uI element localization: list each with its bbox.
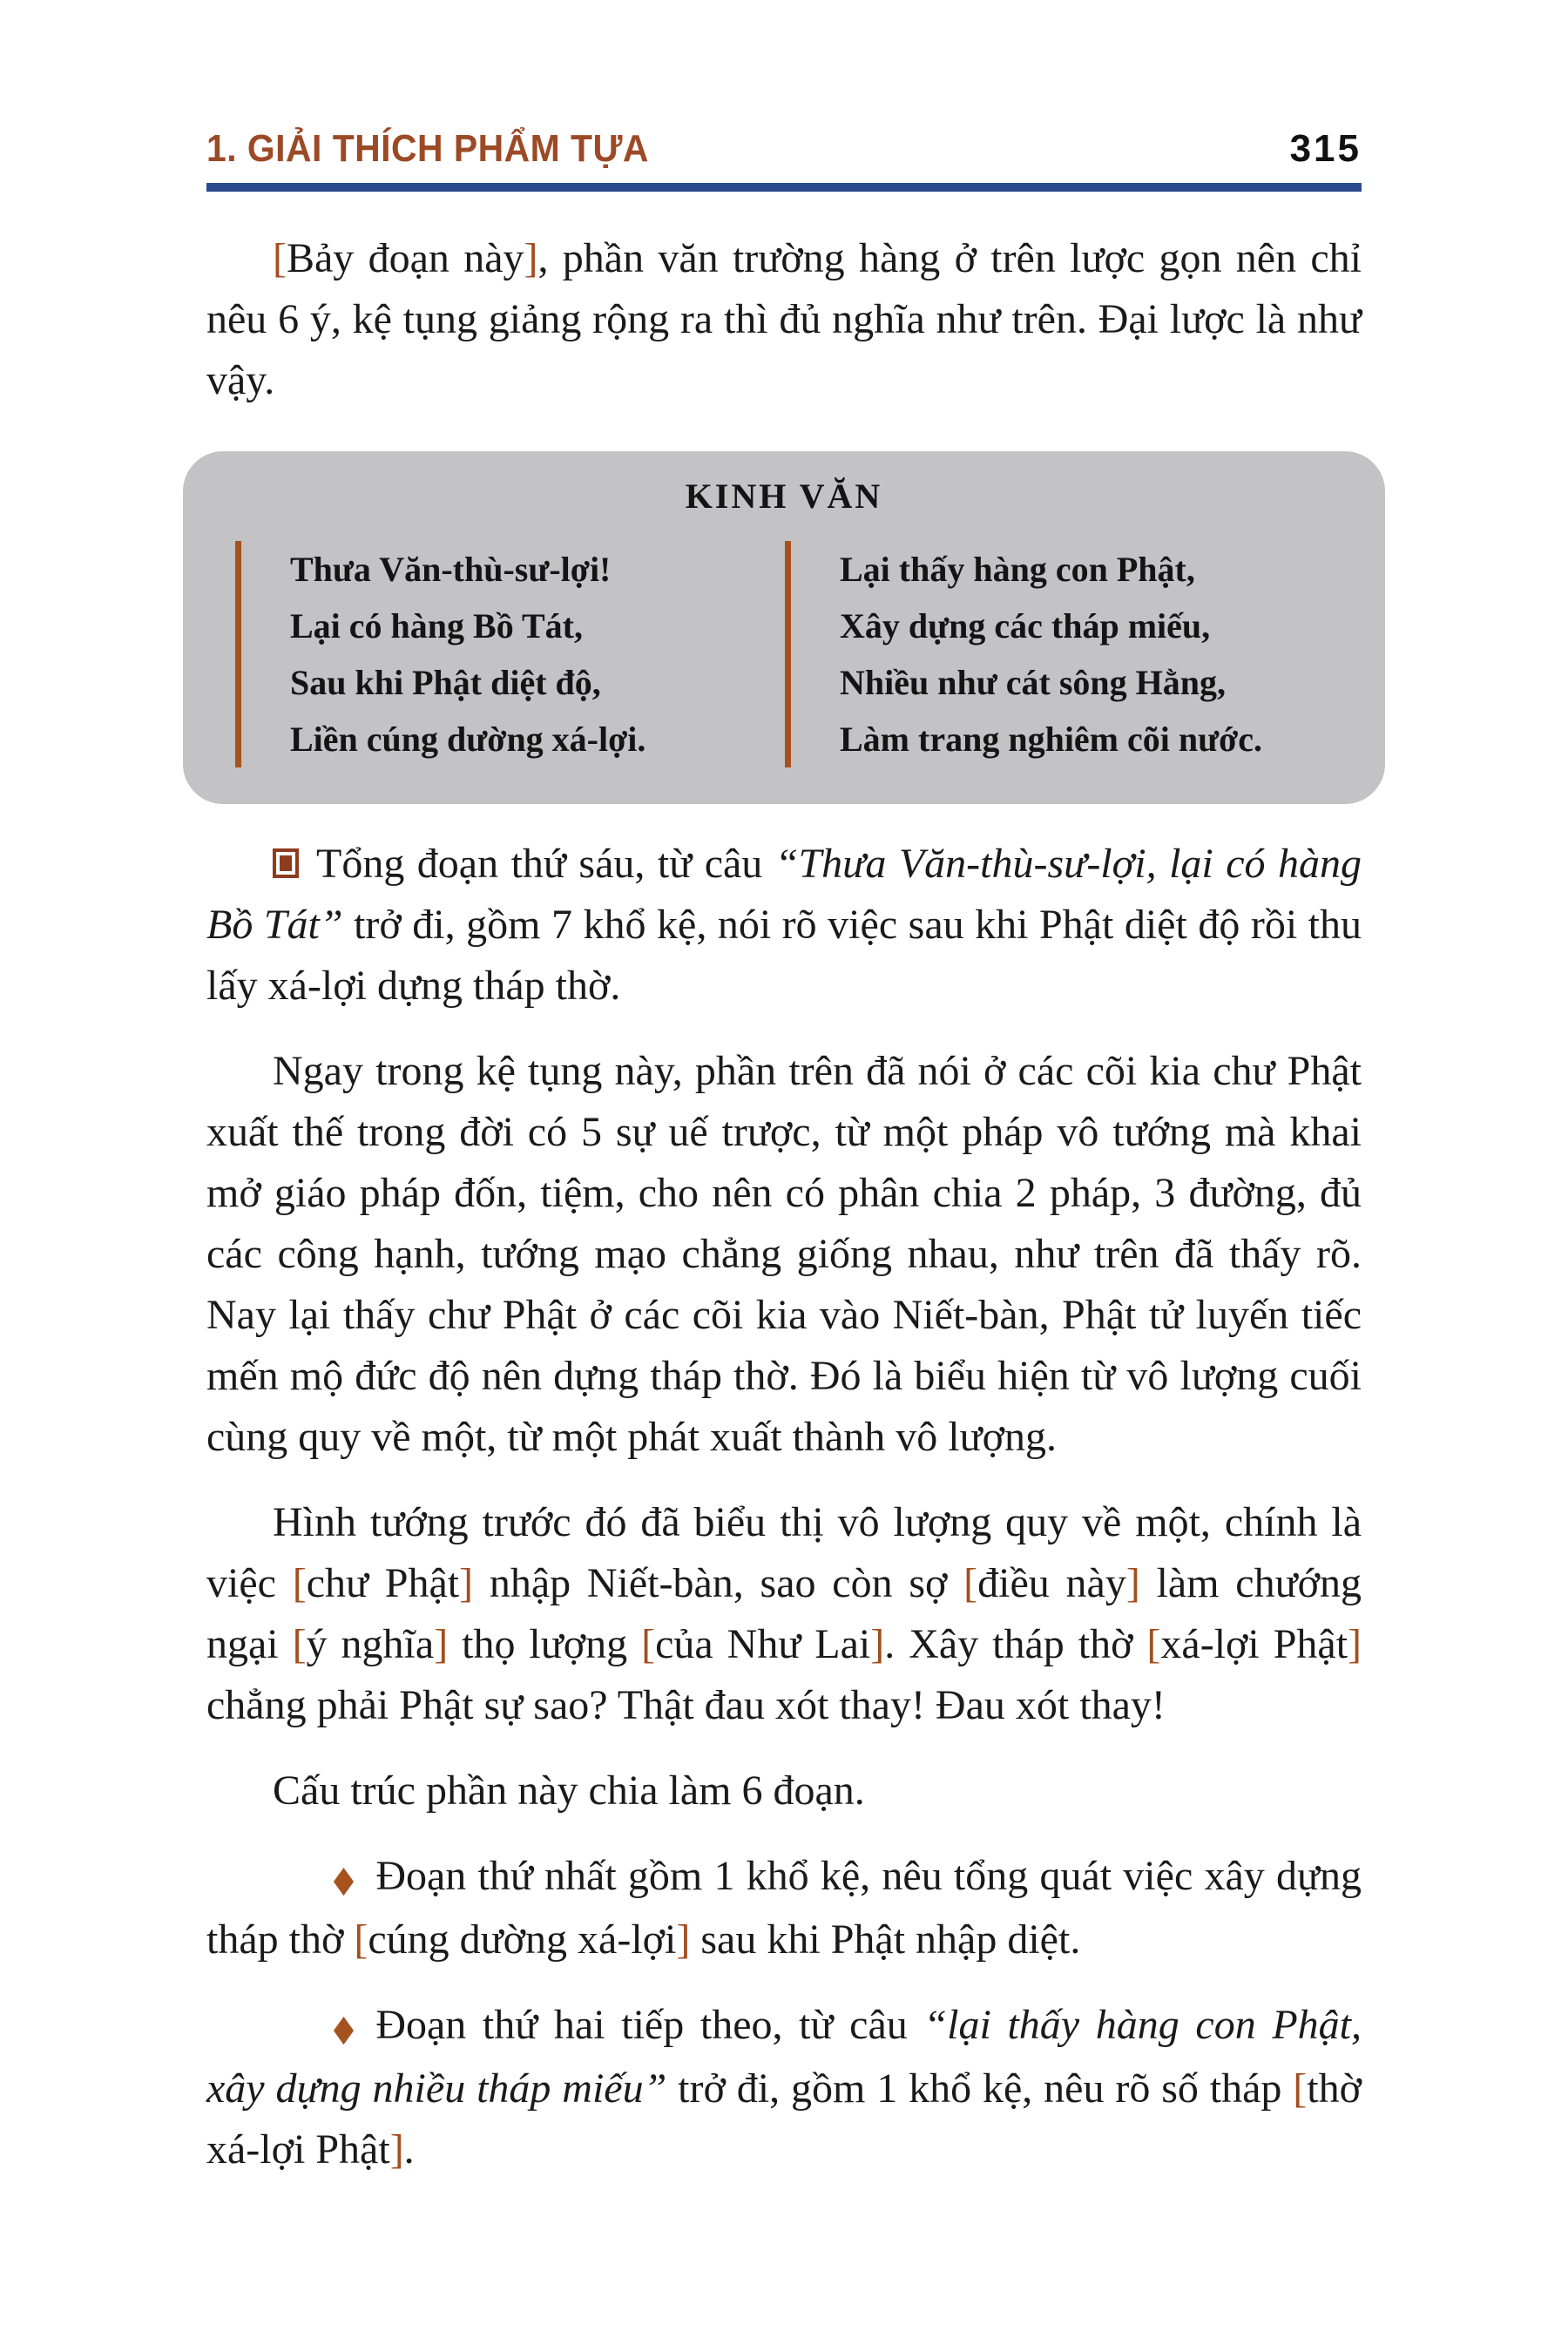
verse-line: Lại có hàng Bồ Tát, <box>290 606 583 645</box>
verse-line: Làm trang nghiêm cõi nước. <box>840 720 1263 759</box>
text-segment: [ <box>292 1621 307 1667</box>
verse-line: Liền cúng dường xá-lợi. <box>290 720 646 759</box>
verse-line: Nhiều như cát sông Hằng, <box>840 663 1226 702</box>
square-bullet-fill <box>280 855 292 871</box>
text-segment: “Thưa Văn-thù-sư-lợi, lại có hàng Bồ Tát” <box>206 841 1362 948</box>
text-segment: cúng dường xá-lợi <box>368 1916 677 1963</box>
page-number: 315 <box>1289 127 1362 170</box>
verse-row <box>183 541 1385 767</box>
text-segment: Tổng đoạn thứ sáu, từ câu <box>316 841 775 887</box>
text-segment: Đoạn thứ nhất gồm 1 khổ kệ, nêu tổng quát việc xây dựng tháp thờ <box>206 1853 1362 1963</box>
text-segment: . <box>403 2126 415 2173</box>
text-segment: Bảy đoạn này <box>286 235 524 281</box>
text-segment: làm chướng ngại <box>206 1560 1362 1667</box>
text-segment: [ <box>1146 1621 1161 1667</box>
text-segment: [ <box>963 1560 978 1606</box>
verse-column-right <box>785 541 1262 767</box>
diamond-bullet-icon: ◆ <box>333 2006 355 2049</box>
text-segment: Ngay trong kệ tụng này, phần trên đã nói ở các cõi kia chư Phật xuất thế trong đời có 5 sự uế trược, từ một pháp vô tướng mà khai mở giáo pháp đốn, tiệm, cho nên có phân chia 2 pháp, 3 đường, đủ các công hạnh, tướng mạo chẳng giống nhau, như trên đã thấy rõ. Nay lại thấy chư Phật ở các cõi kia vào Niết-bàn, Phật tử luyến tiếc mến mộ đức độ nên dựng tháp thờ. Đó là biểu hiện từ vô lượng cuối cùng quy về một, từ một phát xuất thành vô lượng. <box>206 1048 1362 1460</box>
text-segment: ] <box>1348 1621 1362 1667</box>
text-segment: ý nghĩa <box>306 1621 435 1667</box>
text-segment: ] <box>459 1560 474 1606</box>
paragraph <box>206 834 1362 1017</box>
text-segment: trở đi, gồm 1 khổ kệ, nêu rõ số tháp <box>666 2065 1294 2112</box>
verse-line: Thưa Văn-thù-sư-lợi! <box>290 550 612 589</box>
text-segment: nhập Niết-bàn, sao còn sợ <box>473 1560 964 1606</box>
text-segment: ] <box>389 2126 404 2173</box>
kinh-van-box <box>183 451 1385 804</box>
text-segment: ] <box>1125 1560 1140 1606</box>
paragraph <box>206 1761 1362 1821</box>
text-segment: của Như Lai <box>655 1621 871 1667</box>
square-bullet-icon <box>273 848 299 878</box>
text-segment: “lại thấy hàng con Phật, xây dựng nhiều tháp miếu” <box>206 2002 1362 2112</box>
text-segment: Hình tướng trước đó đã biểu thị vô lượng quy về một, chính là việc <box>206 1499 1362 1606</box>
verse-line: Sau khi Phật diệt độ, <box>290 663 601 702</box>
text-segment: chẳng phải Phật sự sao? Thật đau xót thay! Đau xót thay! <box>206 1682 1166 1728</box>
text-segment: sau khi Phật nhập diệt. <box>690 1916 1081 1963</box>
text-segment: trở đi, gồm 7 khổ kệ, nói rõ việc sau khi Phật diệt độ rồi thu lấy xá-lợi dựng tháp thờ. <box>206 902 1362 1009</box>
text-segment: Cấu trúc phần này chia làm 6 đoạn. <box>273 1767 865 1814</box>
paragraph <box>206 1492 1362 1736</box>
text-segment: xá-lợi Phật <box>1160 1621 1348 1667</box>
paragraph <box>206 1041 1362 1468</box>
text-segment: Đoạn thứ hai tiếp theo, từ câu <box>375 2002 924 2048</box>
text-segment: [ <box>1293 2065 1308 2112</box>
text-segment: chư Phật <box>306 1560 460 1606</box>
text-segment: [ <box>273 235 287 281</box>
kinh-van-title: KINH VĂN <box>685 476 883 516</box>
diamond-bullet-icon: ◆ <box>333 1857 355 1900</box>
verse-column-left <box>235 541 785 767</box>
text-segment: ] <box>434 1621 449 1667</box>
text-segment: thờ xá-lợi Phật <box>206 2065 1362 2173</box>
header-rule <box>206 183 1362 192</box>
text-segment: [ <box>292 1560 307 1606</box>
text-segment: điều này <box>977 1560 1126 1606</box>
text-segment: , phần văn trường hàng ở trên lược gọn nên chỉ nêu 6 ý, kệ tụng giảng rộng ra thì đủ nghĩa như trên. Đại lược là như vậy. <box>206 235 1362 403</box>
text-segment: [ <box>354 1916 368 1963</box>
paragraph <box>206 1995 1362 2180</box>
paragraph <box>206 1846 1362 1970</box>
verse-line: Xây dựng các tháp miếu, <box>840 606 1211 645</box>
text-segment: ] <box>870 1621 885 1667</box>
section-title: 1. GIẢI THÍCH PHẨM TỰA <box>206 127 649 170</box>
verse-line: Lại thấy hàng con Phật, <box>840 550 1195 589</box>
text-segment: . Xây tháp thờ <box>884 1621 1147 1667</box>
page-header <box>206 0 1362 171</box>
paragraph <box>206 228 1362 411</box>
text-segment: ] <box>676 1916 691 1963</box>
text-segment: thọ lượng <box>448 1621 642 1667</box>
text-segment: [ <box>641 1621 656 1667</box>
text-segment: ] <box>524 235 538 281</box>
